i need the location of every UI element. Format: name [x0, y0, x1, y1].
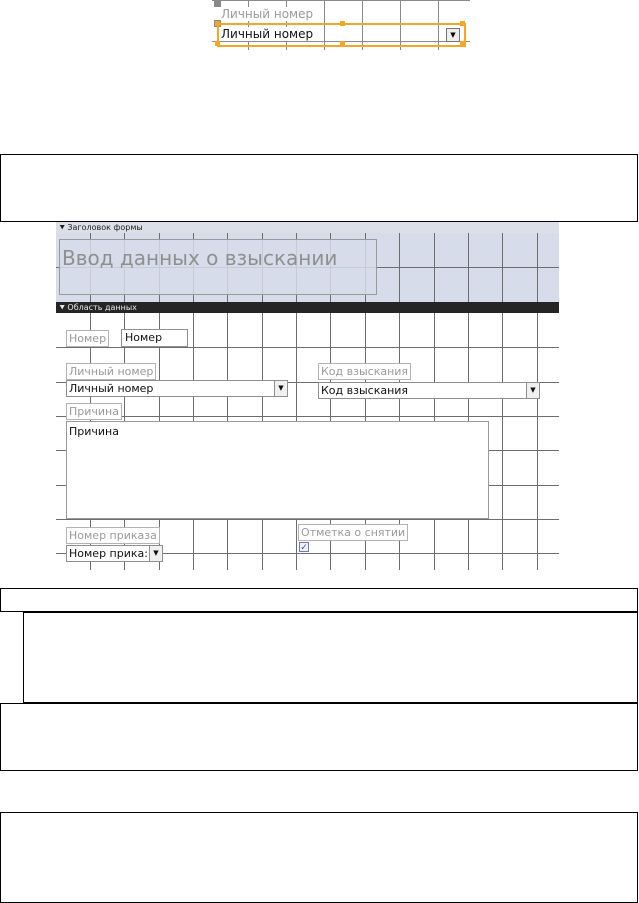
form-design-view	[56, 222, 559, 570]
resize-handle[interactable]	[460, 41, 465, 46]
nomer-field[interactable]: Номер	[121, 329, 188, 347]
document-block	[0, 588, 638, 612]
grid-line	[537, 233, 538, 312]
dropdown-arrow-icon[interactable]: ▼	[274, 381, 287, 396]
grid-line	[468, 233, 469, 312]
document-block	[0, 812, 638, 903]
prichina-textarea[interactable]	[66, 421, 489, 519]
section-arrow-icon: ⯆	[59, 223, 66, 232]
form-header-area	[56, 233, 559, 312]
combo-value: Личный номер	[69, 382, 154, 395]
grid-line	[56, 416, 559, 417]
dropdown-arrow-icon[interactable]: ▼	[149, 546, 162, 561]
grid-line	[212, 0, 470, 1]
prichina-value: Причина	[69, 425, 119, 438]
otmetka-label[interactable]: Отметка о снятии	[298, 524, 408, 541]
prikaz-combo[interactable]	[66, 545, 163, 562]
move-handle[interactable]	[214, 0, 221, 7]
otmetka-checkbox[interactable]: ✓	[300, 543, 308, 553]
form-title: Ввод данных о взыскании	[62, 246, 338, 270]
header-section-label: Заголовок формы	[67, 223, 143, 232]
resize-handle[interactable]	[460, 21, 465, 26]
nomer-label[interactable]: Номер	[66, 330, 109, 347]
detail-section-bar[interactable]	[56, 302, 559, 313]
kod-vzyskaniya-label[interactable]: Код взыскания	[318, 363, 411, 380]
personal-number-label[interactable]: Личный номер	[66, 363, 156, 380]
resize-handle[interactable]	[340, 21, 345, 26]
resize-handle[interactable]	[340, 41, 345, 46]
grid-line	[56, 519, 559, 520]
document-block	[0, 703, 638, 771]
personal-number-label[interactable]: Личный номер	[221, 7, 314, 21]
grid-line	[502, 313, 503, 570]
divider	[23, 612, 24, 703]
grid-line	[434, 233, 435, 312]
resize-handle[interactable]	[215, 21, 220, 26]
combo-value: Личный номер	[221, 27, 314, 41]
detail-area	[56, 313, 559, 570]
design-snippet-combo	[212, 0, 470, 50]
dropdown-arrow-icon[interactable]: ▼	[526, 383, 539, 398]
document-block	[0, 154, 638, 222]
grid-line	[502, 233, 503, 312]
kod-vzyskaniya-combo[interactable]	[318, 382, 540, 399]
grid-line	[537, 313, 538, 570]
personal-number-combo[interactable]	[66, 380, 288, 397]
grid-line	[56, 347, 559, 348]
prichina-label[interactable]: Причина	[66, 403, 122, 420]
dropdown-arrow-icon[interactable]: ▼	[446, 28, 460, 42]
resize-handle[interactable]	[215, 41, 220, 46]
form-title-label-box[interactable]	[59, 239, 377, 295]
combo-value: Код взыскания	[321, 384, 409, 397]
prikaz-label[interactable]: Номер приказа	[66, 527, 160, 544]
grid-line	[399, 233, 400, 312]
combo-value: Номер прика:	[69, 547, 148, 560]
form-header-section-bar[interactable]	[56, 222, 559, 233]
section-arrow-icon: ⯆	[59, 303, 66, 312]
detail-section-label: Область данных	[67, 303, 137, 312]
document-block	[23, 612, 638, 703]
